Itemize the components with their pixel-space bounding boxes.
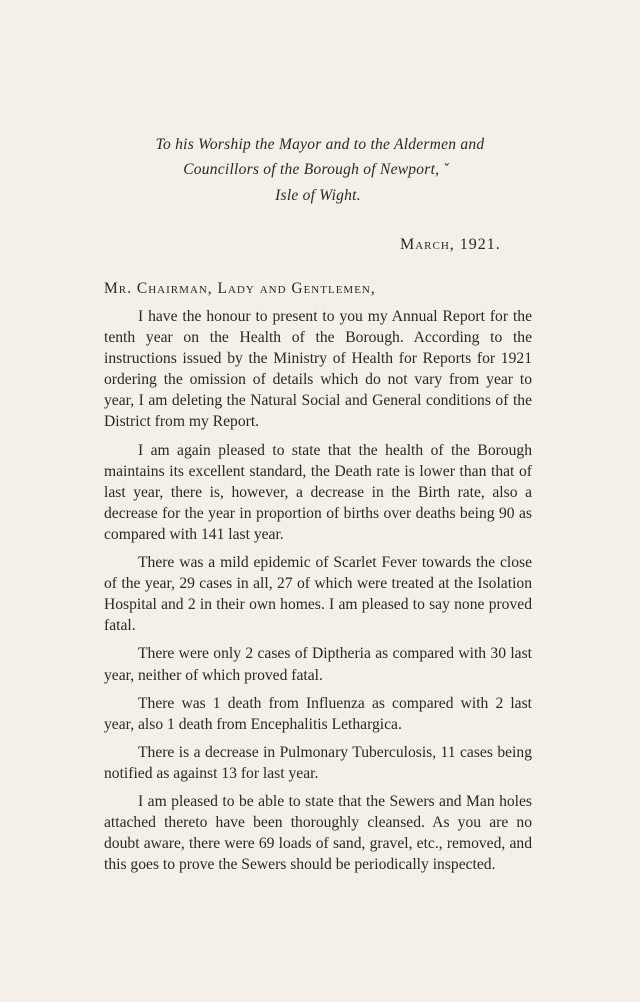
paragraph-health-rates: I am again pleased to state that the health of the Borough maintains its excellent standard, the Death rate is lower than that of last year, there is, however, a decrease in the Birth rate, also a decrease for the year in proportion of births over deaths being 90 as compared with 141 last year. [104,441,532,543]
paragraph-tuberculosis: There is a decrease in Pulmonary Tuberculosis, 11 cases being notified as against 13 for last year. [104,743,532,782]
paragraph-annual-report: I have the honour to present to you my Annual Report for the tenth year on the Health of the Borough. According to the instructions issued by the Ministry of Health for Reports for 1921 ordering the omission of details which do not vary from year to year, I am deleting the Natural Social and General conditions of the District from my Report. [104,308,532,431]
salutation: Mr. Chairman, Lady and Gentlemen, [104,280,376,297]
address-line-2: Councillors of the Borough of Newport, ˇ [183,161,449,178]
paragraph-scarlet-fever: There was a mild epidemic of Scarlet Fever towards the close of the year, 29 cases in all, 27 of which were treated at the Isolation Hospital and 2 in their own homes. I am pleased to say none proved fatal. [104,554,532,635]
paragraph-sewers: I am pleased to be able to state that the Sewers and Man holes attached thereto have been thoroughly cleansed. As you are no doubt aware, there were 69 loads of sand, gravel, etc., removed, and this goes to prove the Sewers should be periodically inspected. [104,792,532,874]
report-body [104,306,532,875]
report-date: March, 1921. [400,236,501,253]
paragraph-influenza: There was 1 death from Influenza as compared with 2 last year, also 1 death from Encephalitis Lethargica. [104,694,532,733]
address-line-3: Isle of Wight. [275,187,361,204]
address-line-1: To his Worship the Mayor and to the Aldermen and [155,136,485,153]
paragraph-diptheria: There were only 2 cases of Diptheria as compared with 30 last year, neither of which proved fatal. [104,645,532,684]
